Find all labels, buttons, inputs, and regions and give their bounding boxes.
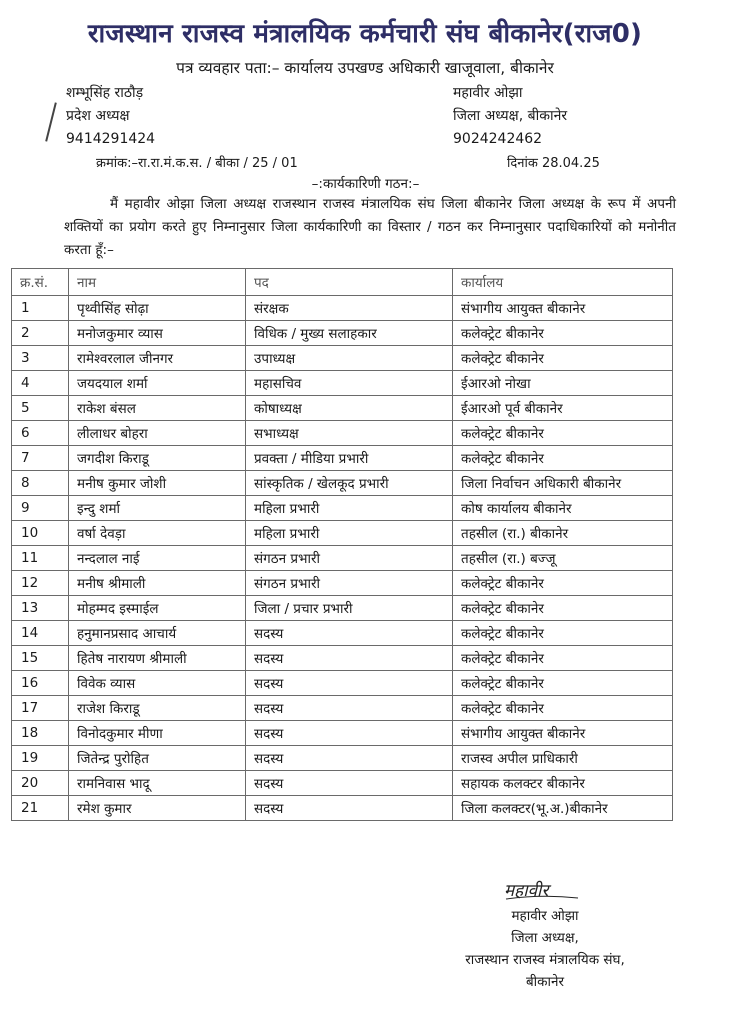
cell-post: विधिक / मुख्य सलाहकार [246, 321, 453, 346]
cell-serial: 15 [12, 646, 69, 671]
header-name: नाम [69, 269, 246, 296]
cell-post: प्रवक्ता / मीडिया प्रभारी [246, 446, 453, 471]
cell-name: मोहम्मद इस्माईल [69, 596, 246, 621]
cell-name: जितेन्द्र पुरोहित [69, 746, 246, 771]
section-heading: –:कार्यकारिणी गठन:– [311, 176, 420, 192]
table-row [12, 296, 673, 321]
cell-post: कोषाध्यक्ष [246, 396, 453, 421]
cell-office: जिला कलक्टर(भू.अ.)बीकानेर [453, 796, 673, 821]
cell-name: पृथ्वीसिंह सोढ़ा [69, 296, 246, 321]
table-row [12, 571, 673, 596]
cell-office: ईआरओ नोखा [453, 371, 673, 396]
cell-serial: 6 [12, 421, 69, 446]
table-row [12, 621, 673, 646]
cell-post: संगठन प्रभारी [246, 571, 453, 596]
cell-serial: 4 [12, 371, 69, 396]
right-contact-phone: 9024242462 [453, 131, 543, 147]
cell-serial: 8 [12, 471, 69, 496]
cell-office: ईआरओ पूर्व बीकानेर [453, 396, 673, 421]
cell-name: राजेश किराडू [69, 696, 246, 721]
cell-serial: 13 [12, 596, 69, 621]
signature-mark: महावीर [504, 881, 549, 901]
right-contact-block [453, 82, 567, 151]
cell-post: संरक्षक [246, 296, 453, 321]
cell-office: कलेक्ट्रेट बीकानेर [453, 346, 673, 371]
table-row [12, 396, 673, 421]
reference-number: क्रमांक:–रा.रा.मं.क.स. / बीका / 25 / 01 [96, 156, 298, 171]
table-row [12, 746, 673, 771]
signer-place: बीकानेर [525, 974, 565, 990]
cell-serial: 17 [12, 696, 69, 721]
cell-office: कलेक्ट्रेट बीकानेर [453, 596, 673, 621]
cell-office: कलेक्ट्रेट बीकानेर [453, 321, 673, 346]
cell-post: सदस्य [246, 771, 453, 796]
table-row [12, 796, 673, 821]
cell-office: कलेक्ट्रेट बीकानेर [453, 671, 673, 696]
cell-name: रमेश कुमार [69, 796, 246, 821]
cell-serial: 2 [12, 321, 69, 346]
signer-role: जिला अध्यक्ष, [511, 930, 579, 946]
cell-name: इन्दु शर्मा [69, 496, 246, 521]
table-row [12, 771, 673, 796]
table-header-row [12, 269, 673, 296]
executive-committee-table [11, 268, 673, 821]
cell-post: सदस्य [246, 646, 453, 671]
cell-office: सहायक कलक्टर बीकानेर [453, 771, 673, 796]
cell-name: जयदयाल शर्मा [69, 371, 246, 396]
table-row [12, 421, 673, 446]
table-row [12, 671, 673, 696]
cell-office: कलेक्ट्रेट बीकानेर [453, 446, 673, 471]
cell-name: मनीष श्रीमाली [69, 571, 246, 596]
cell-serial: 10 [12, 521, 69, 546]
cell-name: वर्षा देवड़ा [69, 521, 246, 546]
cell-name: रामेश्वरलाल जीनगर [69, 346, 246, 371]
table-row [12, 321, 673, 346]
table-row [12, 646, 673, 671]
signer-org: राजस्थान राजस्व मंत्रालयिक संघ, [465, 952, 625, 968]
body-paragraph: मैं महावीर ओझा जिला अध्यक्ष राजस्थान राजस्व मंत्रालयिक संघ जिला बीकानेर जिला अध्यक्ष के रूप में अपनी शक्तियों का प्रयोग करते हुए निम्नानुसार जिला कार्यकारिणी का विस्तार / गठन कर निम्नानुसार पदाधिकारियों को मनोनीत करता हूँ:– [64, 196, 676, 258]
cell-serial: 3 [12, 346, 69, 371]
cell-serial: 18 [12, 721, 69, 746]
cell-name: मनोजकुमार व्यास [69, 321, 246, 346]
cell-serial: 21 [12, 796, 69, 821]
cell-name: मनीष कुमार जोशी [69, 471, 246, 496]
cell-serial: 11 [12, 546, 69, 571]
cell-serial: 7 [12, 446, 69, 471]
cell-post: संगठन प्रभारी [246, 546, 453, 571]
cell-office: कलेक्ट्रेट बीकानेर [453, 571, 673, 596]
cell-name: हितेष नारायण श्रीमाली [69, 646, 246, 671]
cell-office: कलेक्ट्रेट बीकानेर [453, 696, 673, 721]
margin-stroke [45, 102, 57, 141]
cell-name: विनोदकुमार मीणा [69, 721, 246, 746]
left-contact-block [66, 82, 155, 151]
cell-serial: 20 [12, 771, 69, 796]
cell-serial: 19 [12, 746, 69, 771]
left-contact-phone: 9414291424 [66, 131, 156, 147]
cell-post: उपाध्यक्ष [246, 346, 453, 371]
table-row [12, 471, 673, 496]
right-contact-role: जिला अध्यक्ष, बीकानेर [453, 108, 568, 124]
table-row [12, 521, 673, 546]
header-serial: क्र.सं. [12, 269, 69, 296]
cell-office: संभागीय आयुक्त बीकानेर [453, 721, 673, 746]
page-title: राजस्थान राजस्व मंत्रालयिक कर्मचारी संघ बीकानेर(राज0) [87, 19, 643, 49]
cell-serial: 9 [12, 496, 69, 521]
cell-post: सदस्य [246, 671, 453, 696]
cell-office: कोष कार्यालय बीकानेर [453, 496, 673, 521]
cell-post: महिला प्रभारी [246, 521, 453, 546]
left-contact-role: प्रदेश अध्यक्ष [66, 108, 130, 124]
cell-name: राकेश बंसल [69, 396, 246, 421]
table-row [12, 721, 673, 746]
cell-name: हनुमानप्रसाद आचार्य [69, 621, 246, 646]
header-post: पद [246, 269, 453, 296]
cell-office: संभागीय आयुक्त बीकानेर [453, 296, 673, 321]
cell-post: सदस्य [246, 696, 453, 721]
header-office: कार्यालय [453, 269, 673, 296]
cell-office: तहसील (रा.) बज्जू [453, 546, 673, 571]
table-row [12, 696, 673, 721]
cell-post: सदस्य [246, 796, 453, 821]
table-row [12, 496, 673, 521]
cell-post: सदस्य [246, 746, 453, 771]
cell-office: तहसील (रा.) बीकानेर [453, 521, 673, 546]
cell-serial: 1 [12, 296, 69, 321]
cell-office: जिला निर्वाचन अधिकारी बीकानेर [453, 471, 673, 496]
cell-post: सदस्य [246, 721, 453, 746]
signer-name: महावीर ओझा [511, 908, 579, 924]
cell-office: कलेक्ट्रेट बीकानेर [453, 421, 673, 446]
right-contact-name: महावीर ओझा [453, 85, 523, 101]
handwritten-signature [502, 876, 582, 902]
cell-post: महासचिव [246, 371, 453, 396]
cell-post: महिला प्रभारी [246, 496, 453, 521]
table-row [12, 546, 673, 571]
cell-name: विवेक व्यास [69, 671, 246, 696]
cell-name: जगदीश किराडू [69, 446, 246, 471]
table-row [12, 446, 673, 471]
left-contact-name: शम्भूसिंह राठौड़ [66, 85, 144, 101]
table-row [12, 346, 673, 371]
cell-name: नन्दलाल नाई [69, 546, 246, 571]
table-row [12, 596, 673, 621]
cell-post: सदस्य [246, 621, 453, 646]
cell-serial: 5 [12, 396, 69, 421]
cell-post: सांस्कृतिक / खेलकूद प्रभारी [246, 471, 453, 496]
cell-post: जिला / प्रचार प्रभारी [246, 596, 453, 621]
document-date: दिनांक 28.04.25 [507, 156, 600, 171]
cell-office: राजस्व अपील प्राधिकारी [453, 746, 673, 771]
cell-office: कलेक्ट्रेट बीकानेर [453, 646, 673, 671]
cell-name: रामनिवास भादू [69, 771, 246, 796]
cell-serial: 14 [12, 621, 69, 646]
cell-office: कलेक्ट्रेट बीकानेर [453, 621, 673, 646]
correspondence-address: पत्र व्यवहार पता:– कार्यालय उपखण्ड अधिकारी खाजूवाला, बीकानेर [176, 59, 554, 77]
cell-name: लीलाधर बोहरा [69, 421, 246, 446]
table-row [12, 371, 673, 396]
cell-serial: 12 [12, 571, 69, 596]
signer-block [430, 905, 660, 993]
cell-serial: 16 [12, 671, 69, 696]
cell-post: सभाध्यक्ष [246, 421, 453, 446]
